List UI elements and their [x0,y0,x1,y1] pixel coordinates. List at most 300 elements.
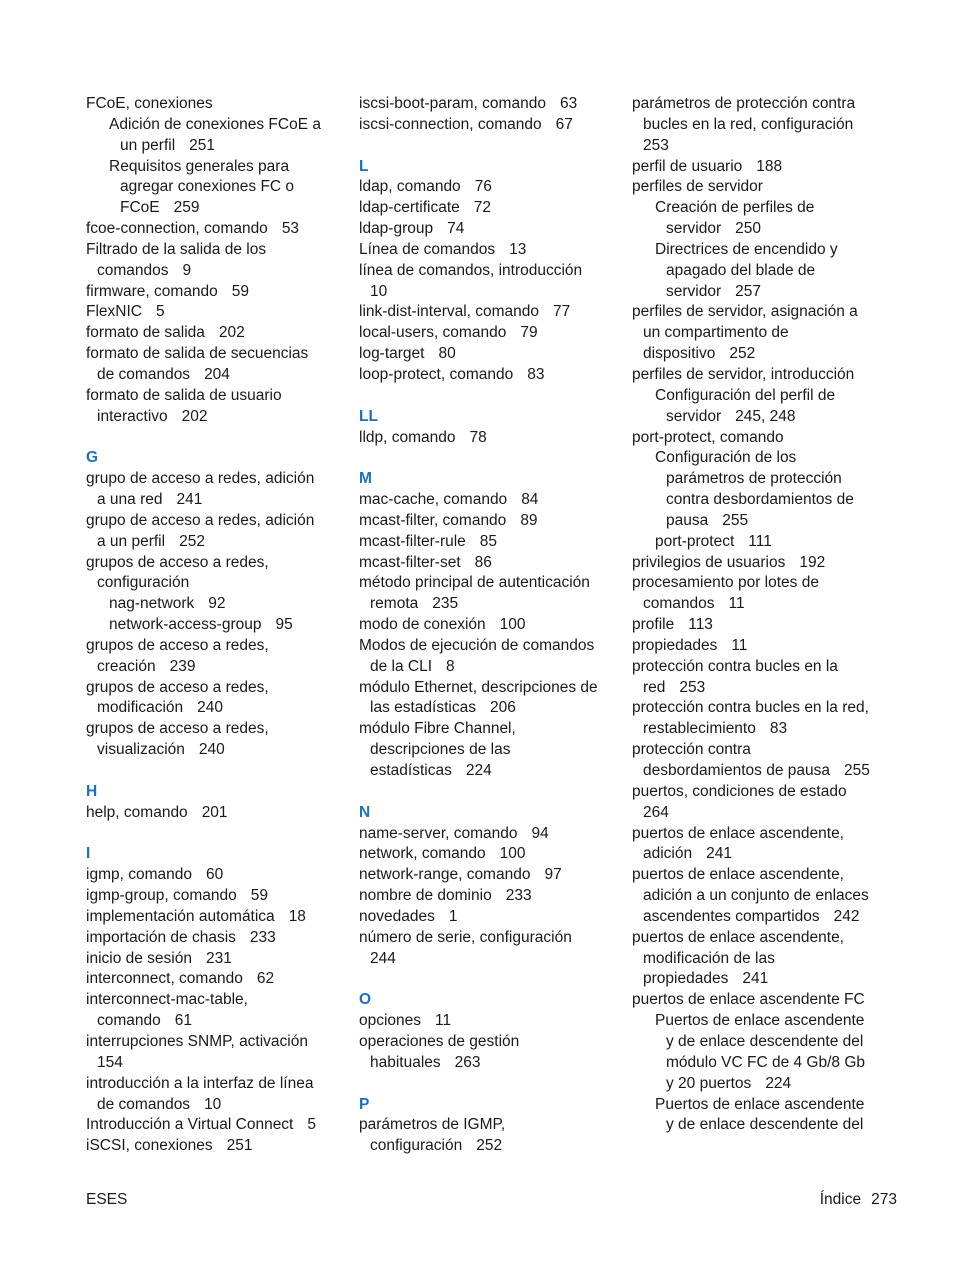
index-entry-text: FCoE [120,199,160,217]
index-entry-text: interactivo [97,407,168,425]
index-letter-heading: L [359,157,369,175]
index-entry-text: remota [370,595,419,613]
index-entry [86,886,348,907]
index-entry-text: ldap-certificate [359,199,460,217]
index-page-ref: 100 [499,616,526,634]
index-entry-text: procesamiento por lotes de [632,574,819,592]
index-page-ref: 94 [531,824,549,842]
index-entry-text: y de enlace descendente del [666,1032,864,1050]
index-page-ref: 201 [201,803,228,821]
index-entry-text: interconnect, comando [86,970,243,988]
index-entry-text: 264 [643,803,669,821]
index-entry-text: log-target [359,345,425,363]
index-entry [86,219,348,240]
footer-right [820,1191,897,1209]
index-entry-text: novedades [359,907,435,925]
index-letter-heading: N [359,803,371,821]
index-letter-heading: H [86,782,98,800]
index-entry [86,990,348,1032]
index-letter-heading: I [86,845,91,863]
index-entry [359,615,621,636]
index-entry-text: propiedades [643,970,729,988]
index-entry [632,740,900,782]
index-subentry [632,240,900,303]
index-page-ref: 8 [446,657,455,675]
index-page-ref: 235 [432,595,459,613]
index-page-ref: 97 [544,866,562,884]
index-entry-text: puertos de enlace ascendente, [632,928,844,946]
index-page-ref: 18 [288,907,306,925]
index-entry [359,573,621,615]
index-page-ref: 9 [182,261,192,279]
index-entry-text: servidor [666,220,722,238]
index-entry [359,1032,621,1074]
index-entry [359,198,621,219]
index-entry-text: iSCSI, conexiones [86,1137,213,1155]
index-entry [632,865,900,928]
index-entry-text: opciones [359,1012,422,1030]
index-entry [86,1115,348,1136]
index-entry-text: comandos [643,595,715,613]
index-entry-text: adición [643,845,693,863]
index-subentry [86,615,348,636]
index-entry-text: igmp, comando [86,866,192,884]
index-entry-text: de la CLI [370,657,433,675]
index-entry-text: configuración [370,1137,463,1155]
index-entry-text: contra desbordamientos de [666,491,854,509]
index-entry [359,636,621,678]
index-entry [359,240,621,261]
index-entry-text: fcoe-connection, comando [86,220,268,238]
index-entry-text: formato de salida [86,324,205,342]
index-page-ref: 233 [505,887,532,905]
index-page-ref: 224 [765,1074,792,1092]
index-entry-text: igmp-group, comando [86,887,237,905]
index-entry [86,240,348,282]
index-entry [632,428,900,449]
index-entry-text: número de serie, configuración [359,928,572,946]
index-page-ref: 95 [275,616,293,634]
index-entry [359,824,621,845]
index-entry-text: agregar conexiones FC o [120,178,295,196]
index-page-ref: 206 [489,699,516,717]
index-page-ref: 240 [198,741,225,759]
index-entry [359,490,621,511]
index-entry-text: Creación de perfiles de [655,199,815,217]
index-entry-text: bucles en la red, configuración [643,115,854,133]
index-subentry [632,1095,900,1137]
index-entry-text: Directrices de encendido y [655,240,838,258]
index-entry [359,532,621,553]
index-entry [86,928,348,949]
index-entry-text: firmware, comando [86,282,218,300]
index-entry [632,657,900,699]
index-page-ref: 5 [307,1116,316,1134]
index-entry-text: grupos de acceso a redes, [86,720,269,738]
index-entry [632,553,900,574]
index-page-ref: 224 [465,762,492,779]
index-letter-heading: LL [359,407,378,425]
index-entry-text: 10 [370,282,388,300]
index-entry-text: link-dist-interval, comando [359,303,540,321]
index-entry [86,1032,348,1074]
index-entry-text: puertos de enlace ascendente, [632,866,844,884]
index-entry [86,1136,348,1157]
index-entry-text: nag-network [109,595,195,613]
index-column-1 [86,94,348,1157]
index-subentry [632,386,900,428]
index-entry-text: dispositivo [643,345,716,363]
index-page-ref: 251 [189,136,216,154]
index-entry-text: desbordamientos de pausa [643,762,830,779]
index-subentry [632,448,900,531]
index-page-ref: 202 [181,407,208,425]
index-entry-text: grupo de acceso a redes, adición [86,511,315,529]
index-entry [632,782,900,824]
index-page-ref: 85 [479,532,498,550]
index-page-ref: 113 [688,616,713,634]
index-entry-text: Filtrado de la salida de los [86,240,267,258]
index-subentry [86,115,348,157]
index-entry-text: módulo Fibre Channel, [359,720,516,738]
index-entry [86,949,348,970]
index-entry-text: name-server, comando [359,824,518,842]
index-page-ref: 263 [454,1053,481,1071]
index-entry-text: iscsi-connection, comando [359,115,542,133]
index-page-ref: 259 [173,199,200,217]
index-entry-text: protección contra [632,741,751,759]
index-page-ref: 83 [527,365,545,383]
index-page-ref: 59 [231,282,250,300]
index-entry-text: interconnect-mac-table, [86,991,248,1009]
index-page-ref: 233 [249,928,276,946]
index-page-ref: 11 [435,1012,452,1030]
index-page-ref: 89 [520,511,538,529]
index-entry [359,219,621,240]
index-entry [632,177,900,198]
index-entry-text: iscsi-boot-param, comando [359,95,546,112]
index-entry [632,636,900,657]
index-page-ref: 241 [706,845,732,863]
index-entry-text: habituales [370,1053,441,1071]
index-entry-text: Línea de comandos [359,240,496,258]
index-page-ref: 250 [735,220,762,238]
index-page-ref: 192 [799,553,826,571]
index-entry-text: restablecimiento [643,720,756,738]
index-page-ref: 239 [169,657,196,675]
index-entry-text: configuración [97,574,190,592]
index-letter-heading: M [359,470,372,488]
index-entry-text: formato de salida de secuencias [86,345,309,363]
index-entry [632,698,900,740]
index-entry-text: mcast-filter-set [359,553,461,571]
index-page-ref: 204 [204,365,230,383]
index-entry-text: profile [632,616,675,634]
index-entry-text: modo de conexión [359,616,486,634]
index-entry-text: formato de salida de usuario [86,386,282,404]
index-entry [86,907,348,928]
index-page-ref: 242 [833,907,860,925]
index-entry-text: red [643,678,666,696]
footer-section-label: Índice [819,1191,862,1208]
index-entry [86,678,348,720]
index-entry-text: importación de chasis [86,928,236,946]
index-entry-text: privilegios de usuarios [632,553,786,571]
index-subentry [86,594,348,615]
index-entry-text: loop-protect, comando [359,365,514,383]
index-entry-text: grupos de acceso a redes, [86,678,269,696]
index-entry-text: Puertos de enlace ascendente [655,1095,865,1113]
index-entry [359,678,621,720]
index-entry-text: módulo VC FC de 4 Gb/8 Gb [666,1053,866,1071]
index-entry-text: Introducción a Virtual Connect [86,1116,294,1134]
index-entry-text: inicio de sesión [86,949,192,967]
index-entry [86,344,348,386]
index-letter-heading: P [359,1095,370,1113]
index-entry [359,428,621,449]
index-subentry [86,157,348,220]
index-entry-text: Configuración del perfil de [655,386,836,404]
index-entry [86,969,348,990]
footer-page-number: 273 [871,1191,897,1208]
index-page-ref: 5 [155,303,165,321]
index-entry [86,94,348,115]
index-page-ref: 78 [469,428,487,446]
index-entry [359,261,621,303]
index-entry [359,907,621,928]
index-entry [632,573,900,615]
index-entry [632,824,900,866]
index-entry-text: 154 [97,1053,123,1071]
index-page-ref: 241 [176,491,203,509]
index-entry-text: servidor [666,407,722,425]
index-entry [359,94,621,115]
index-entry [86,282,348,303]
index-letter-heading: G [86,449,99,467]
index-subentry [632,532,900,553]
index-page-ref: 59 [250,887,269,905]
index-entry-text: modificación de las [643,949,775,967]
index-page-ref: 10 [204,1095,222,1113]
index-entry-text: FCoE, conexiones [86,95,213,112]
index-page-ref: 245, 248 [735,407,796,425]
index-entry-text: y 20 puertos [666,1074,752,1092]
index-entry-text: propiedades [632,636,718,654]
index-entry-text: descripciones de las [370,741,511,759]
index-entry-text: de comandos [97,1095,191,1113]
index-entry-text: local-users, comando [359,324,507,342]
index-page-ref: 1 [448,907,458,925]
index-entry-text: Requisitos generales para [109,157,290,175]
index-entry-text: modificación [97,699,184,717]
index-entry-text: grupo de acceso a redes, adición [86,470,315,488]
index-entry-text: y de enlace descendente del [666,1116,864,1134]
index-entry-text: lldp, comando [359,428,456,446]
index-entry [86,719,348,761]
index-page-ref: 13 [509,240,527,258]
index-page-ref: 111 [748,532,772,550]
index-entry-text: comandos [97,261,169,279]
index-entry-text: apagado del blade de [666,261,816,279]
index-entry-text: creación [97,657,156,675]
index-entry-text: network-range, comando [359,866,531,884]
index-page-ref: 231 [205,949,232,967]
index-entry-text: ldap, comando [359,178,461,196]
index-entry [86,386,348,428]
index-page-ref: 86 [474,553,492,571]
index-entry [359,844,621,865]
index-entry-text: perfiles de servidor, asignación a [632,303,858,321]
index-page-ref: 74 [447,220,465,238]
index-page-ref: 253 [679,678,706,696]
index-page-ref: 100 [499,845,526,863]
index-entry-text: mcast-filter, comando [359,511,507,529]
index-entry-text: 244 [370,949,396,967]
index-entry-text: implementación automática [86,907,275,925]
index-entry [632,990,900,1011]
index-entry-text: las estadísticas [370,699,476,717]
index-entry-text: protección contra bucles en la [632,657,838,675]
index-entry-text: método principal de autenticación [359,574,590,592]
index-entry-text: perfiles de servidor, introducción [632,365,855,383]
index-entry [86,511,348,553]
index-entry-text: 253 [643,136,669,154]
index-entry [86,469,348,511]
index-entry-text: visualización [97,741,185,759]
index-entry [359,553,621,574]
index-page-ref: 83 [769,720,788,738]
index-entry [359,302,621,323]
index-entry [86,323,348,344]
index-entry [632,365,900,386]
index-page-ref: 60 [205,866,224,884]
index-entry-text: ascendentes compartidos [643,907,820,925]
index-page-ref: 251 [226,1137,253,1155]
index-entry [359,344,621,365]
index-entry-text: estadísticas [370,762,452,779]
index-entry [632,94,900,157]
index-page-ref: 63 [559,95,578,112]
index-entry-text: grupos de acceso a redes, [86,636,269,654]
index-entry-text: Configuración de los [655,449,797,467]
index-entry-text: parámetros de protección contra [632,95,856,112]
index-entry [359,365,621,386]
index-page-ref: 11 [728,595,745,613]
index-page-ref: 80 [438,345,456,363]
index-page-ref: 255 [722,511,749,529]
index-entry [359,865,621,886]
index-entry-text: pausa [666,511,709,529]
index-entry [632,615,900,636]
index-page-ref: 92 [208,595,226,613]
index-entry-text: perfiles de servidor [632,178,763,196]
index-entry-text: a un perfil [97,532,166,550]
index-page-ref: 11 [731,636,748,654]
index-entry-text: línea de comandos, introducción [359,261,583,279]
index-page-ref: 77 [553,303,571,321]
index-entry-text: Puertos de enlace ascendente [655,1012,865,1030]
index-entry-text: adición a un conjunto de enlaces [643,887,869,905]
index-entry-text: parámetros de protección [666,470,842,488]
index-entry [359,719,621,782]
index-entry [359,177,621,198]
index-page-ref: 252 [476,1137,503,1155]
index-entry-text: comando [97,1012,161,1030]
index-entry [632,302,900,365]
index-entry [359,323,621,344]
index-entry-text: Adición de conexiones FCoE a [109,115,321,133]
index-page-ref: 241 [742,970,769,988]
index-entry-text: operaciones de gestión [359,1032,520,1050]
index-entry-text: ldap-group [359,220,434,238]
index-entry [359,928,621,970]
index-entry-text: nombre de dominio [359,887,492,905]
index-page-ref: 240 [197,699,224,717]
index-entry-text: port-protect [655,532,735,550]
index-entry [86,636,348,678]
index-entry-text: interrupciones SNMP, activación [86,1032,308,1050]
index-page-ref: 79 [520,324,538,342]
index-page-ref: 53 [281,220,300,238]
index-entry-text: módulo Ethernet, descripciones de [359,678,598,696]
index-entry [86,553,348,595]
index-entry-text: un compartimento de [643,324,789,342]
index-entry [632,157,900,178]
index-entry-text: grupos de acceso a redes, [86,553,269,571]
index-page-ref: 255 [844,762,870,779]
index-entry-text: puertos de enlace ascendente FC [632,991,865,1009]
index-entry [86,1074,348,1116]
index-entry-text: mac-cache, comando [359,491,508,509]
index-entry-text: introducción a la interfaz de línea [86,1074,314,1092]
index-page-ref: 252 [179,532,205,550]
index-entry-text: mcast-filter-rule [359,532,466,550]
index-entry [359,1115,621,1157]
index-entry-text: port-protect, comando [632,428,784,446]
index-column-3 [632,94,900,1136]
index-entry-text: Modos de ejecución de comandos [359,636,595,654]
index-page-ref: 257 [735,282,762,300]
index-page-ref: 188 [756,157,783,175]
index-entry-text: de comandos [97,365,191,383]
index-page-ref: 72 [473,199,492,217]
index-entry-text: un perfil [120,136,176,154]
index-entry-text: help, comando [86,803,188,821]
index-page-ref: 61 [174,1012,193,1030]
index-entry [359,886,621,907]
index-page-ref: 76 [474,178,492,196]
index-entry-text: FlexNIC [86,303,142,321]
index-page-ref: 252 [729,345,756,363]
index-entry-text: a una red [97,491,163,509]
index-page-ref: 67 [555,115,573,133]
index-entry-text: puertos, condiciones de estado [632,782,847,800]
index-page-ref: 202 [218,324,245,342]
footer-left-label: ESES [86,1191,128,1208]
index-letter-heading: O [359,991,372,1009]
index-entry-text: network-access-group [109,616,262,634]
index-entry [359,1011,621,1032]
index-entry [86,803,348,824]
index-entry-text: puertos de enlace ascendente, [632,824,844,842]
index-entry-text: protección contra bucles en la red, [632,699,869,717]
index-entry-text: parámetros de IGMP, [359,1116,506,1134]
index-column-2 [359,94,621,1157]
index-entry [632,928,900,991]
index-entry-text: network, comando [359,845,486,863]
index-page-ref: 84 [521,491,539,509]
index-entry [359,511,621,532]
